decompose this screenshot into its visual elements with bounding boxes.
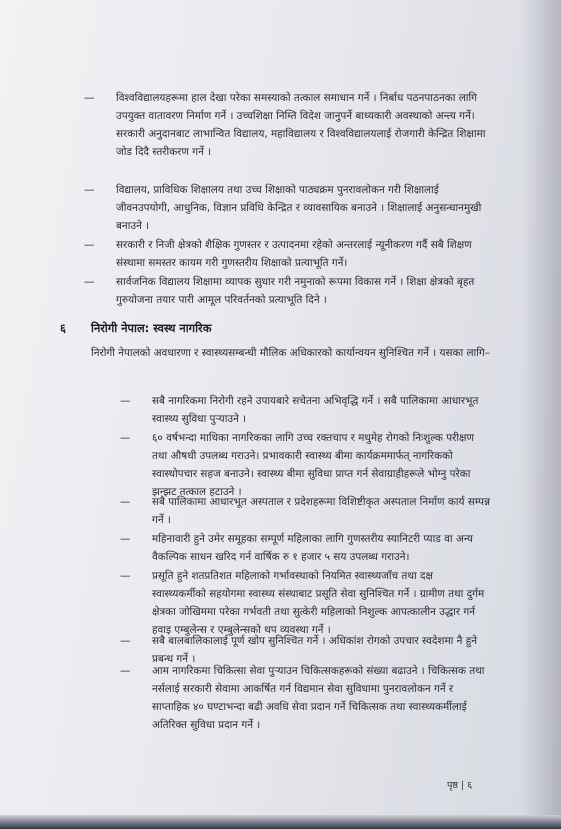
bullet-dash: — [120, 635, 131, 647]
bullet-text: सबै बालबालिकालाई पूर्ण खोप सुनिश्चित गर्ने । अधिकांश रोगको उपचार स्वदेशमा नै हुने प्रबन्ध गर्ने । [152, 635, 478, 665]
bullet-dash: — [120, 570, 131, 582]
bullet-dash: — [84, 92, 95, 104]
section-number: ६ [60, 321, 66, 335]
section-intro: निरोगी नेपालको अवधारणा र स्वास्थ्यसम्बन्धी मौलिक अधिकारको कार्यान्वयन सुनिश्चित गर्ने । यसका लागि– [91, 347, 490, 359]
page-shadow [521, 0, 561, 829]
bullet-text: ६० वर्षभन्दा माथिका नागरिकका लागि उच्च रक्तचाप र मधुमेह रोगको निःशुल्क परीक्षण तथा औषधी उपलब्ध गराउने। प्रभावकारी स्वास्थ्य बीमा कार्यक्रममार्फत् नागरिकको स्वास्थोपचार सहज बनाउने। स्वास्थ्य बीमा सुविधा प्राप्त गर्न सेवाग्राहीहरूले भोग्नु परेका झन्झट तत्काल हटाउने । [152, 432, 475, 498]
bullet-text: सरकारी र निजी क्षेत्रको शैक्षिक गुणस्तर र उत्पादनमा रहेको अन्तरलाई न्यूनीकरण गर्दै सबै शिक्षण संस्थामा समस्तर कायम गरी गुणस्तरीय शिक्षाको प्रत्याभूति गर्ने। [116, 239, 472, 269]
bullet-text: प्रसूति हुने शतप्रतिशत महिलाको गर्भावस्थाको नियमित स्वास्थ्यजाँच तथा दक्ष स्वास्थ्यकर्मीको सहयोगमा स्वास्थ्य संस्थाबाट प्रसूति सेवा सुनिश्चित गर्ने । ग्रामीण तथा दुर्गम क्षेत्रका जोखिममा परेका गर्भवती तथा सुत्केरी महिलाको निशुल्क आपत्कालीन उद्धार गर्न हवाइ एम्बुलेन्स र एम्बुलेन्सको थप व्यवस्था गर्ने । [152, 570, 485, 636]
bullet-text: सबै नागरिकमा निरोगी रहने उपायबारे सचेतना अभिवृद्धि गर्ने । सबै पालिकामा आधारभूत स्वास्थ्य सुविधा पुऱ्याउने । [152, 395, 479, 425]
section-title: निरोगी नेपाल: स्वस्थ नागरिक [91, 321, 212, 335]
bullet-dash: — [84, 239, 95, 251]
bullet-text: सबै पालिकामा आधारभूत अस्पताल र प्रदेशहरूमा विशिष्टीकृत अस्पताल निर्माण कार्य सम्पन्न गर्ने । [152, 496, 491, 526]
page-number: पृष्ठ | ६ [447, 780, 473, 791]
bullet-dash: — [84, 184, 95, 196]
bullet-text: महिनावारी हुने उमेर समूहका सम्पूर्ण महिलाका लागि गुणस्तरीय स्यानिटरी प्याड वा अन्य वैकल्पिक साधन खरिद गर्न वार्षिक रु १ हजार ५ सय उपलब्ध गराउने। [152, 533, 473, 563]
bullet-text: विश्वविद्यालयहरूमा हाल देखा परेका समस्याको तत्काल समाधान गर्ने । निर्बाध पठनपाठनका लागि उपयुक्त वातावरण निर्माण गर्ने । उच्चशिक्षा निम्ति विदेश जानुपर्ने बाध्यकारी अवस्थाको अन्त्य गर्ने। सरकारी अनुदानबाट लाभान्वित विद्यालय, महाविद्यालय र विश्वविद्यालयलाई रोजगारी केन्द्रित शिक्षामा जोड दिदै स्तरीकरण गर्ने । [116, 92, 486, 158]
bullet-dash: — [84, 276, 95, 288]
page-edge [0, 815, 561, 829]
bullet-dash: — [120, 496, 131, 508]
bullet-dash: — [120, 395, 131, 407]
bullet-text: विद्यालय, प्राविधिक शिक्षालय तथा उच्च शिक्षाको पाठ्यक्रम पुनरावलोकन गरी शिक्षालाई जीवनउपयोगी, आधुनिक, विज्ञान प्रविधि केन्द्रित र व्यावसायिक बनाउने । शिक्षालाई अनुसन्धानमुखी बनाउने । [116, 184, 482, 232]
bullet-dash: — [120, 432, 131, 444]
bullet-dash: — [120, 665, 131, 677]
bullet-dash: — [120, 533, 131, 545]
bullet-text: सार्वजनिक विद्यालय शिक्षामा व्यापक सुधार गरी नमुनाको रूपमा विकास गर्ने । शिक्षा क्षेत्रको बृहत गुरुयोजना तयार पारी आमूल परिवर्तनको प्रत्याभूति दिने । [116, 276, 475, 306]
bullet-text: आम नागरिकमा चिकित्सा सेवा पुऱ्याउन चिकित्सकहरूको संख्या बढाउने । चिकित्सक तथा नर्सलाई सरकारी सेवामा आकर्षित गर्न विद्यमान सेवा सुविधामा पुनरावलोकन गर्ने र साप्ताहिक ४० घण्टाभन्दा बढी अवधि सेवा प्रदान गर्ने चिकित्सक तथा स्वास्थ्यकर्मीलाई अतिरिक्त सुविधा प्रदान गर्ने । [152, 665, 485, 731]
